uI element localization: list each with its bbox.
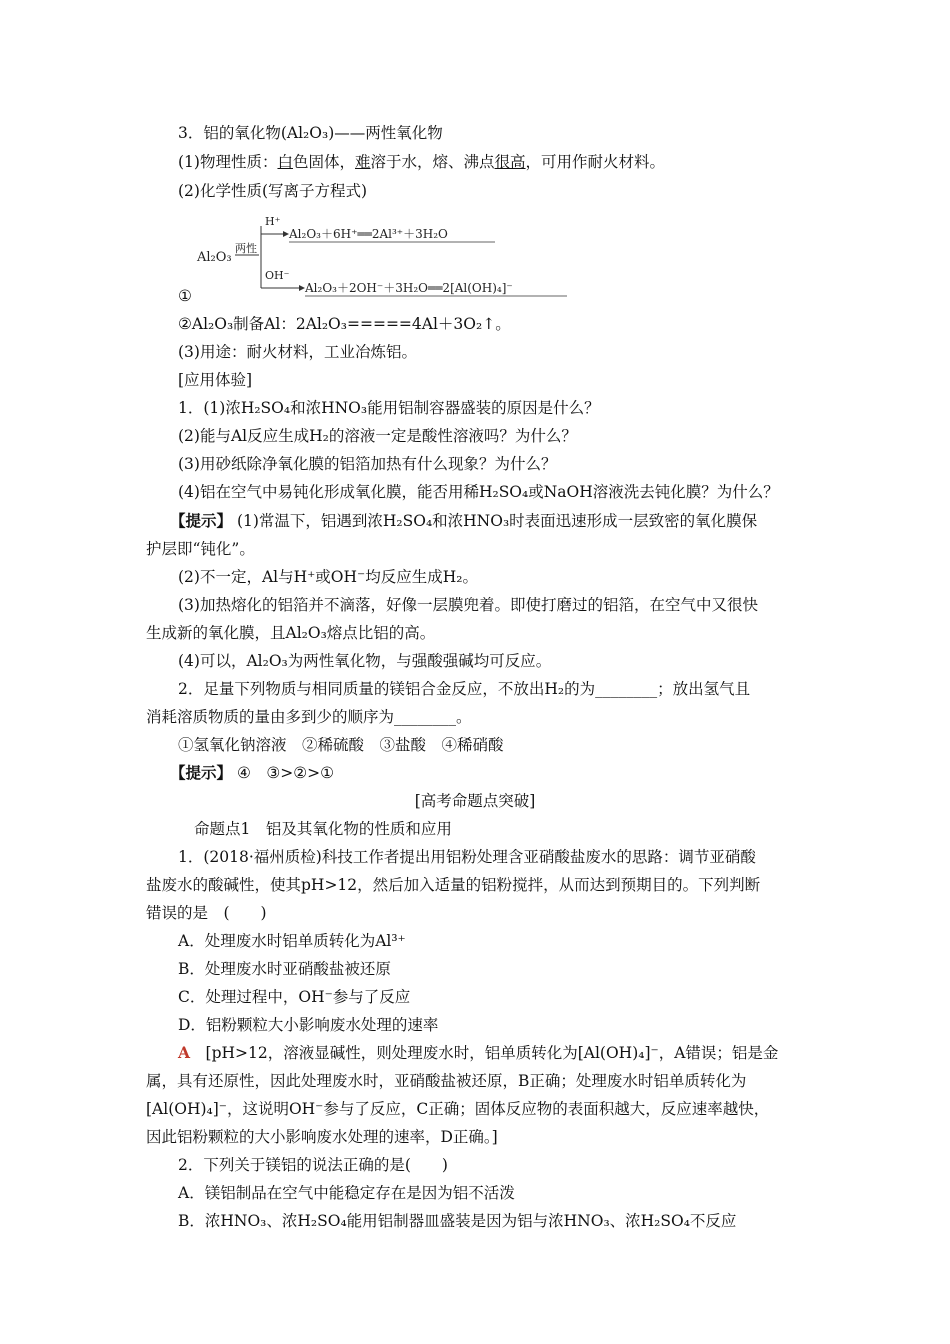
question-2: 2．足量下列物质与相同质量的镁铝合金反应，不放出H₂的为________；放出氢气且 <box>178 680 751 698</box>
question-1-3: (3)用砂纸除净氧化膜的铝箔加热有什么现象？为什么？ <box>178 455 557 473</box>
acid-equation: Al₂O₃＋6H⁺══2Al³⁺＋3H₂O <box>289 227 448 241</box>
question-2-options: ①氢氧化钠溶液 ②稀硫酸 ③盐酸 ④稀硝酸 <box>178 736 504 754</box>
branch-label: 两性 <box>235 242 257 255</box>
topic-heading: 命题点1 铝及其氧化物的性质和应用 <box>194 820 452 838</box>
option-d: D．铝粉颗粒大小影响废水处理的速率 <box>178 1016 439 1034</box>
hint-2: 【提示】 ④ ③>②>① <box>170 763 334 782</box>
exam-question-1-cont-1: 盐废水的酸碱性，使其pH>12，然后加入适量的铝粉搅拌，从而达到预期目的。下列判断 <box>146 876 761 894</box>
question-1-1: 1．(1)浓H₂SO₄和浓HNO₃能用铝制容器盛装的原因是什么？ <box>178 399 600 417</box>
hint-1-2: (2)不一定，Al与H⁺或OH⁻均反应生成H₂。 <box>178 568 478 586</box>
answer-1-cont-2: [Al(OH)₄]⁻，这说明OH⁻参与了反应，C正确；固体反应物的表面积越大，反应速率越快， <box>146 1100 770 1118</box>
option-a: A．处理废水时铝单质转化为Al³⁺ <box>178 932 406 950</box>
reactant-label: Al₂O₃ <box>197 250 232 265</box>
answer-1-cont-1: 属，具有还原性，因此处理废水时，亚硝酸盐被还原，B正确；处理废水时铝单质转化为 <box>146 1072 747 1090</box>
hint-1-4: (4)可以，Al₂O₃为两性氧化物，与强酸强碱均可反应。 <box>178 652 552 670</box>
question-1-4: (4)铝在空气中易钝化形成氧化膜，能否用稀H₂SO₄或NaOH溶液洗去钝化膜？为什么？ <box>178 483 779 501</box>
hint-1-cont: 护层即“钝化”。 <box>146 540 255 558</box>
uses-line: (3)用途：耐火材料，工业冶炼铝。 <box>178 343 417 361</box>
option-b: B．处理废水时亚硝酸盐被还原 <box>178 960 391 978</box>
hint-1-3-cont: 生成新的氧化膜，且Al₂O₃熔点比铝的高。 <box>146 624 436 642</box>
chemical-properties-heading: (2)化学性质(写离子方程式) <box>178 182 368 200</box>
q2-option-b: B．浓HNO₃、浓H₂SO₄能用铝制器皿盛装是因为铝与浓HNO₃、浓H₂SO₄不反应 <box>178 1212 737 1230</box>
section-heading: 3．铝的氧化物(Al₂O₃)——两性氧化物 <box>178 124 443 142</box>
reaction-diagram <box>195 210 575 302</box>
base-equation: Al₂O₃＋2OH⁻＋3H₂O══2[Al(OH)₄]⁻ <box>305 281 513 295</box>
acid-label: H⁺ <box>265 215 281 228</box>
exam-section-heading: [高考命题点突破] <box>414 792 536 810</box>
hint-1: 【提示】 (1)常温下，铝遇到浓H₂SO₄和浓HNO₃时表面迅速形成一层致密的氧化膜保 <box>170 511 758 530</box>
exam-question-2: 2．下列关于镁铝的说法正确的是( ) <box>178 1156 448 1174</box>
exam-question-1-cont-2: 错误的是 ( ) <box>146 904 267 922</box>
answer-letter: A <box>178 1043 191 1062</box>
answer-1: A [pH>12，溶液显碱性，则处理废水时，铝单质转化为[Al(OH)₄]⁻，A错误；铝是金 <box>178 1043 779 1062</box>
preparation-equation: ②Al₂O₃制备Al：2Al₂O₃=====4Al＋3O₂↑。 <box>178 315 511 333</box>
base-label: OH⁻ <box>265 269 290 282</box>
physical-properties: (1)物理性质：白色固体，难溶于水，熔、沸点很高，可用作耐火材料。 <box>178 153 666 171</box>
q2-option-a: A．镁铝制品在空气中能稳定存在是因为铝不活泼 <box>178 1184 515 1202</box>
option-c: C．处理过程中，OH⁻参与了反应 <box>178 988 411 1006</box>
exam-question-1: 1．(2018·福州质检)科技工作者提出用铝粉处理含亚硝酸盐废水的思路：调节亚硝酸 <box>178 848 756 866</box>
question-1-2: (2)能与Al反应生成H₂的溶液一定是酸性溶液吗？为什么？ <box>178 427 577 445</box>
answer-1-cont-3: 因此铝粉颗粒的大小影响废水处理的速率，D正确。] <box>146 1128 498 1146</box>
list-marker-1: ① <box>178 287 192 305</box>
hint-1-3: (3)加热熔化的铝箔并不滴落，好像一层膜兜着。即使打磨过的铝箔，在空气中又很快 <box>178 596 758 614</box>
question-2-cont: 消耗溶质物质的量由多到少的顺序为________。 <box>146 708 472 726</box>
application-heading: [应用体验] <box>178 371 253 389</box>
